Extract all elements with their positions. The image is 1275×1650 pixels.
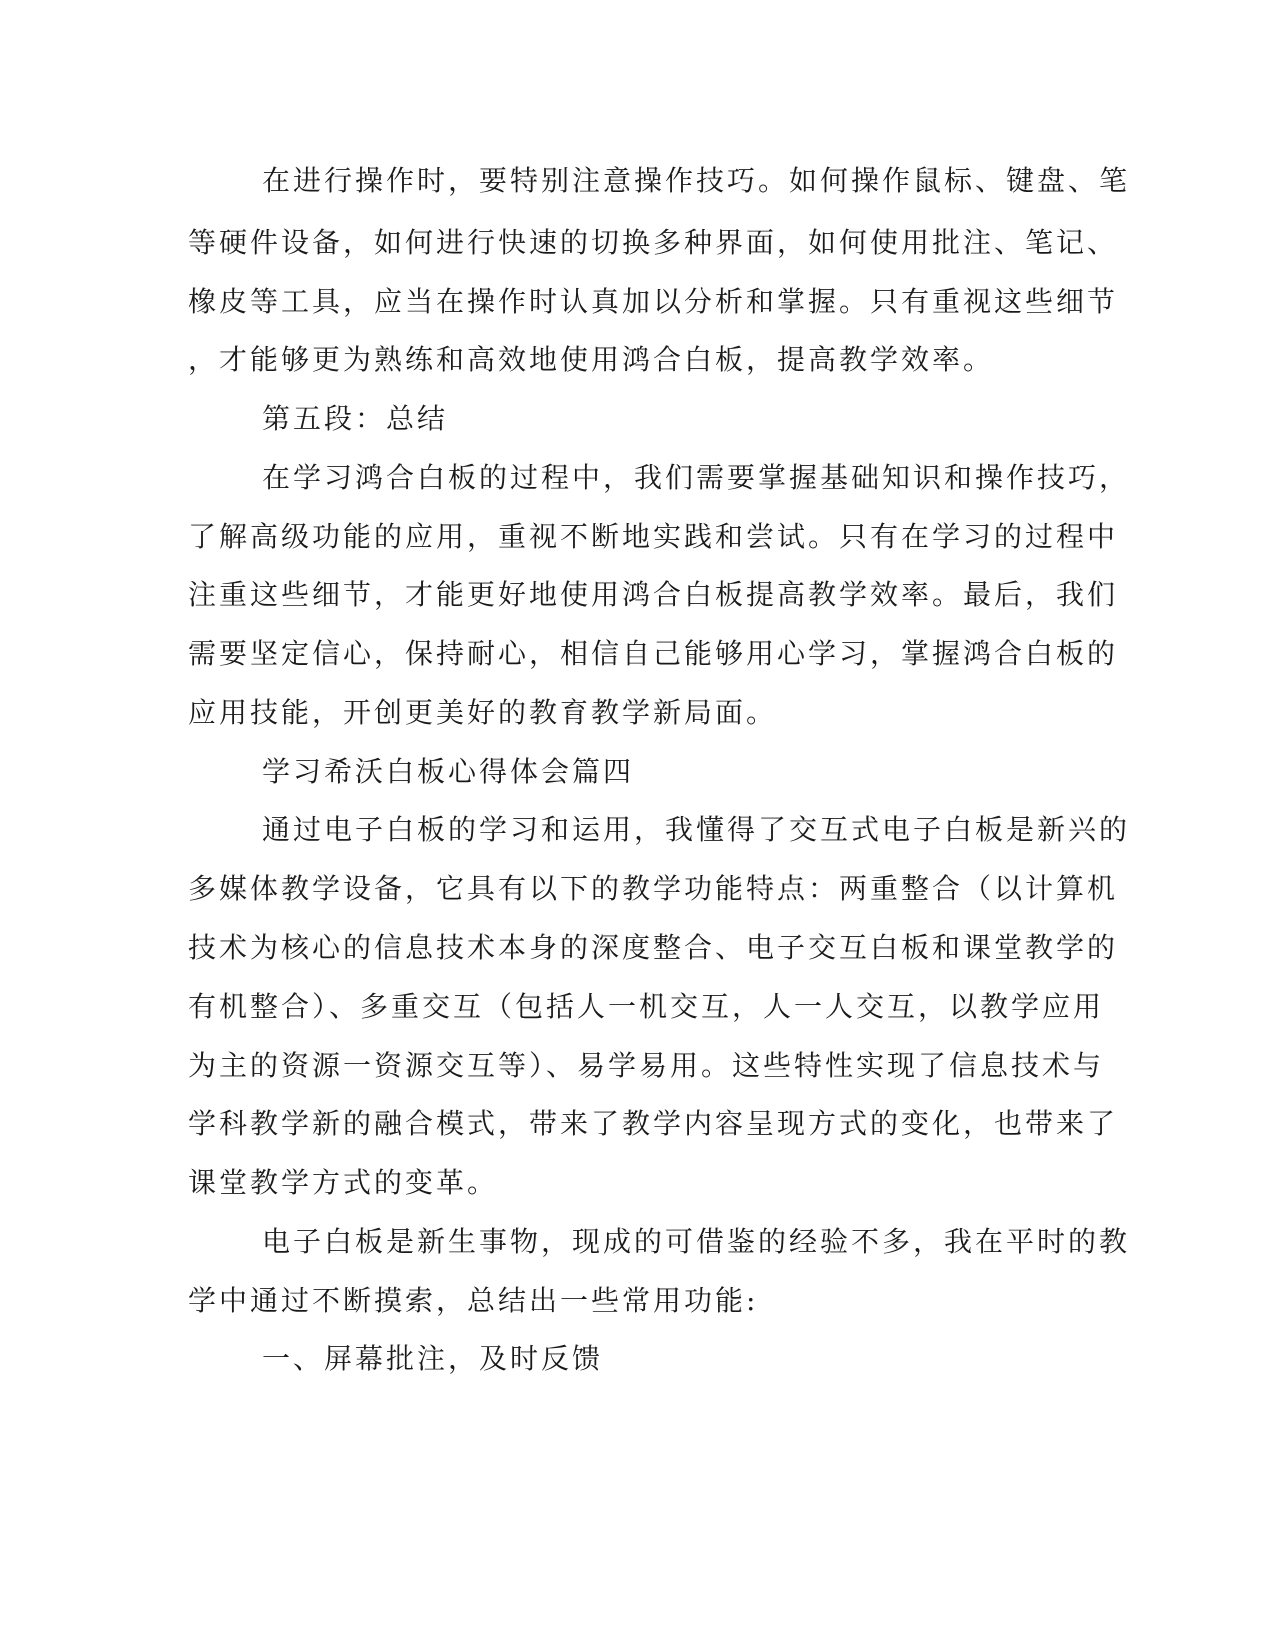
paragraph-line: ，才能够更为熟练和高效地使用鸿合白板，提高教学效率。 — [188, 343, 995, 376]
section-heading: 一、屏幕批注，及时反馈 — [262, 1342, 604, 1375]
paragraph-line: 技术为核心的信息技术本身的深度整合、电子交互白板和课堂教学的 — [188, 931, 1119, 964]
paragraph-line: 课堂教学方式的变革。 — [188, 1166, 499, 1199]
paragraph-line: 注重这些细节，才能更好地使用鸿合白板提高教学效率。最后，我们 — [188, 578, 1119, 611]
section-heading: 学习希沃白板心得体会篇四 — [262, 755, 635, 788]
paragraph-line: 在学习鸿合白板的过程中，我们需要掌握基础知识和操作技巧， — [262, 461, 1131, 494]
paragraph-line: 在进行操作时，要特别注意操作技巧。如何操作鼠标、键盘、笔 — [262, 164, 1131, 197]
paragraph-line: 为主的资源一资源交互等）、易学易用。这些特性实现了信息技术与 — [188, 1049, 1105, 1082]
paragraph-line: 学中通过不断摸索，总结出一些常用功能: — [188, 1284, 759, 1317]
paragraph-line: 学科教学新的融合模式，带来了教学内容呈现方式的变化，也带来了 — [188, 1107, 1119, 1140]
paragraph-line: 橡皮等工具，应当在操作时认真加以分析和掌握。只有重视这些细节 — [188, 285, 1119, 318]
section-heading: 第五段：总结 — [262, 402, 449, 435]
paragraph-line: 通过电子白板的学习和运用，我懂得了交互式电子白板是新兴的 — [262, 813, 1131, 846]
paragraph-line: 需要坚定信心，保持耐心，相信自己能够用心学习，掌握鸿合白板的 — [188, 637, 1119, 670]
paragraph-line: 应用技能，开创更美好的教育教学新局面。 — [188, 696, 778, 729]
paragraph-line: 有机整合）、多重交互（包括人一机交互，人一人交互，以教学应用 — [188, 990, 1105, 1023]
paragraph-line: 电子白板是新生事物，现成的可借鉴的经验不多，我在平时的教 — [262, 1225, 1131, 1258]
paragraph-line: 多媒体教学设备，它具有以下的教学功能特点：两重整合（以计算机 — [188, 872, 1119, 905]
paragraph-line: 等硬件设备，如何进行快速的切换多种界面，如何使用批注、笔记、 — [188, 226, 1119, 259]
paragraph-line: 了解高级功能的应用，重视不断地实践和尝试。只有在学习的过程中 — [188, 520, 1119, 553]
